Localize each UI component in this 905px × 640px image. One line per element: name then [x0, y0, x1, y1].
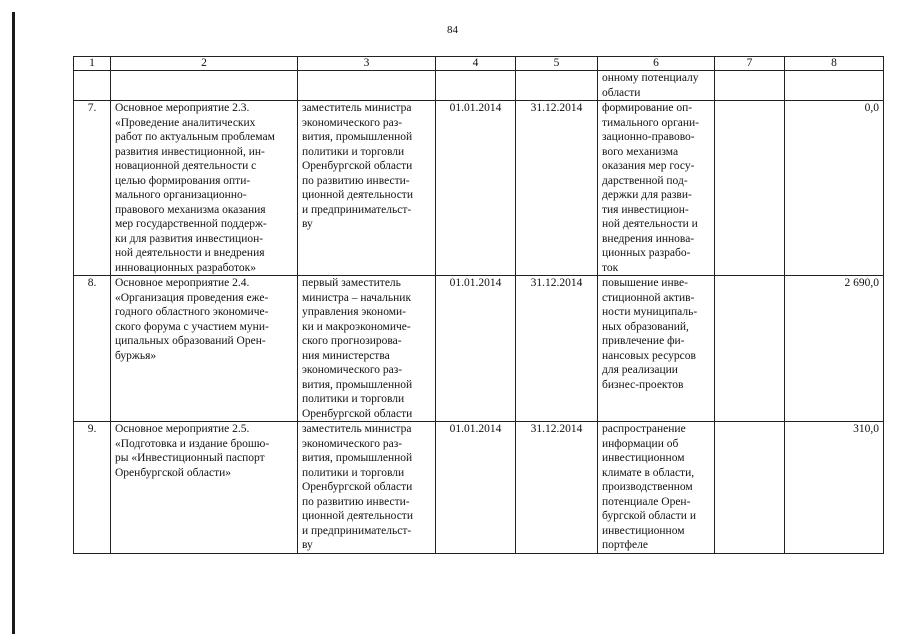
event-line: развития инвестиционной, ин- — [115, 145, 265, 158]
page-edge-bar — [12, 12, 15, 634]
executor-line: ционной деятельности — [302, 510, 413, 522]
event-line: годного областного экономиче- — [115, 306, 269, 318]
event-line: работ по актуальным проблемам — [115, 131, 275, 143]
header-cell-2: 2 — [111, 57, 298, 71]
amount-cell: 310,0 — [785, 422, 884, 554]
header-cell-6: 6 — [598, 57, 715, 71]
executor-line: вития, промышленной — [302, 452, 413, 464]
event-line: инновационных разработок» — [115, 261, 256, 274]
result-line: нансовых ресурсов — [602, 349, 696, 362]
header-cell-7: 7 — [715, 57, 785, 71]
continuation-result-cell — [598, 71, 715, 101]
result-line: производственном — [602, 481, 693, 493]
executor-line: ву — [302, 539, 313, 551]
row-number-cell: 8. — [74, 276, 111, 422]
executor-line: Оренбургской области — [302, 407, 413, 420]
executor-line: Оренбургской области — [302, 481, 413, 493]
continuation-executor-cell — [298, 71, 436, 101]
executor-line: заместитель министра — [302, 102, 412, 114]
header-cell-4: 4 — [436, 57, 516, 71]
executor-line: политики и торговли — [302, 145, 405, 158]
result-cell — [598, 101, 715, 276]
event-line: «Проведение аналитических — [115, 116, 256, 129]
executor-cell — [298, 276, 436, 422]
result-line: распространение — [602, 423, 686, 435]
event-line: правового механизма оказания — [115, 203, 266, 216]
result-line: внедрения иннова- — [602, 232, 695, 245]
event-cell — [111, 101, 298, 276]
executor-line: по развитию инвести- — [302, 495, 410, 508]
start-date-cell: 01.01.2014 — [436, 276, 516, 422]
header-cell-3: 3 — [298, 57, 436, 71]
executor-cell — [298, 422, 436, 554]
result-line: потенциале Орен- — [602, 495, 691, 508]
result-line: дарственной под- — [602, 174, 688, 187]
executor-cell — [298, 101, 436, 276]
result-line: портфеле — [602, 539, 648, 551]
col7-cell — [715, 422, 785, 554]
executor-line: первый заместитель — [302, 277, 401, 289]
continuation-start-cell — [436, 71, 516, 101]
result-line: формирование оп- — [602, 102, 693, 114]
executor-line: ки и макроэкономиче- — [302, 320, 411, 333]
result-cell — [598, 422, 715, 554]
event-line: мального организационно- — [115, 189, 247, 201]
table-row — [74, 276, 884, 422]
row-number-cell: 9. — [74, 422, 111, 554]
event-cell — [111, 422, 298, 554]
continuation-event-cell — [111, 71, 298, 101]
result-line: повышение инве- — [602, 277, 688, 289]
result-line: привлечение фи- — [602, 335, 685, 347]
event-line: Оренбургской области» — [115, 466, 232, 479]
header-cell-1: 1 — [74, 57, 111, 71]
executor-line: заместитель министра — [302, 423, 412, 435]
table-row — [74, 422, 884, 554]
result-line: онному потенциалу — [602, 72, 699, 84]
amount-cell: 2 690,0 — [785, 276, 884, 422]
continuation-amount-cell — [785, 71, 884, 101]
event-line: мер государственной поддерж- — [115, 218, 267, 230]
result-line: для реализации — [602, 364, 678, 376]
executor-line: политики и торговли — [302, 466, 405, 479]
event-line: ной деятельности и внедрения — [115, 247, 265, 259]
executor-line: и предпринимательст- — [302, 203, 412, 216]
result-cell — [598, 276, 715, 422]
executor-line: министра – начальник — [302, 291, 412, 304]
result-line: области — [602, 86, 641, 99]
header-cell-8: 8 — [785, 57, 884, 71]
result-line: ной деятельности и — [602, 218, 698, 230]
result-line: держки для разви- — [602, 189, 692, 201]
event-line: ципальных образований Орен- — [115, 335, 266, 347]
executor-line: управления экономи- — [302, 306, 406, 318]
result-line: бизнес-проектов — [602, 378, 684, 391]
header-row — [74, 57, 884, 71]
result-line: инвестиционном — [602, 452, 685, 464]
header-cell-5: 5 — [516, 57, 598, 71]
executor-line: по развитию инвести- — [302, 174, 410, 187]
continuation-end-cell — [516, 71, 598, 101]
end-date-cell: 31.12.2014 — [516, 276, 598, 422]
event-line: ры «Инвестиционный паспорт — [115, 452, 265, 464]
executor-line: ву — [302, 218, 313, 230]
executor-line: вития, промышленной — [302, 378, 413, 391]
result-line: ционных разрабо- — [602, 247, 691, 259]
page-number: 84 — [447, 24, 458, 36]
event-line: ки для развития инвестицион- — [115, 232, 264, 245]
event-line: Основное мероприятие 2.5. — [115, 423, 250, 435]
event-cell — [111, 276, 298, 422]
executor-line: ского прогнозирова- — [302, 335, 402, 347]
executor-line: вития, промышленной — [302, 131, 413, 143]
executor-line: экономического раз- — [302, 437, 403, 450]
continuation-num-cell — [74, 71, 111, 101]
continuation-col7-cell — [715, 71, 785, 101]
result-line: оказания мер госу- — [602, 160, 695, 172]
start-date-cell: 01.01.2014 — [436, 101, 516, 276]
executor-line: и предпринимательст- — [302, 524, 412, 537]
result-line: информации об — [602, 437, 679, 450]
executor-line: экономического раз- — [302, 364, 403, 376]
continuation-row — [74, 71, 884, 101]
event-line: «Организация проведения еже- — [115, 291, 269, 304]
result-line: вого механизма — [602, 145, 679, 158]
result-line: ных образований, — [602, 320, 689, 333]
events-table — [73, 56, 884, 554]
end-date-cell: 31.12.2014 — [516, 101, 598, 276]
col7-cell — [715, 101, 785, 276]
result-line: тимального органи- — [602, 116, 699, 129]
col7-cell — [715, 276, 785, 422]
event-line: буржья» — [115, 349, 157, 362]
result-line: зационно-правово- — [602, 131, 695, 143]
event-line: Основное мероприятие 2.3. — [115, 102, 250, 114]
executor-line: экономического раз- — [302, 116, 403, 129]
result-line: стиционной актив- — [602, 291, 695, 304]
result-line: климате в области, — [602, 466, 695, 479]
event-line: «Подготовка и издание брошю- — [115, 437, 270, 450]
event-line: целью формирования опти- — [115, 174, 251, 187]
table-row — [74, 101, 884, 276]
result-line: ток — [602, 261, 619, 274]
start-date-cell: 01.01.2014 — [436, 422, 516, 554]
event-line: новационной деятельности с — [115, 160, 257, 172]
result-line: инвестиционном — [602, 524, 685, 537]
executor-line: ционной деятельности — [302, 189, 413, 201]
end-date-cell: 31.12.2014 — [516, 422, 598, 554]
result-line: тия инвестицион- — [602, 203, 689, 216]
executor-line: Оренбургской области — [302, 160, 413, 172]
executor-line: политики и торговли — [302, 393, 405, 405]
row-number-cell: 7. — [74, 101, 111, 276]
amount-cell: 0,0 — [785, 101, 884, 276]
result-line: ности муниципаль- — [602, 306, 698, 318]
executor-line: ния министерства — [302, 349, 390, 362]
event-line: Основное мероприятие 2.4. — [115, 277, 250, 289]
event-line: ского форума с участием муни- — [115, 320, 269, 333]
result-line: бургской области и — [602, 510, 696, 522]
